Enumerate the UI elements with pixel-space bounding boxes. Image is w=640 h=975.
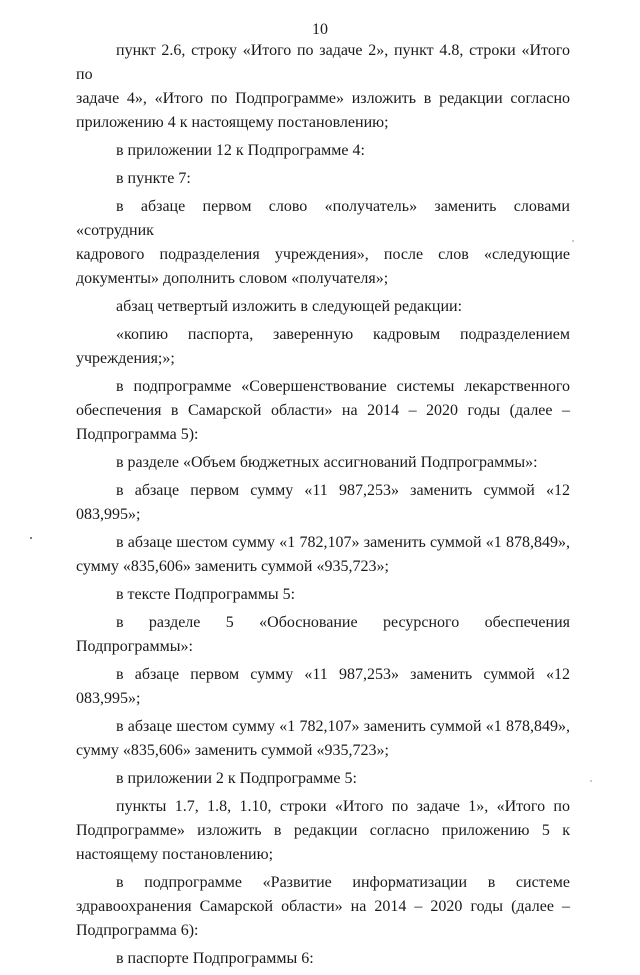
text-line: в пункте 7: <box>116 170 191 187</box>
text-line: кадрового подразделения учреждения», после слов «следующие <box>76 246 570 263</box>
paragraph-p11 <box>76 583 570 607</box>
document-body <box>76 39 570 975</box>
text-line: в подпрограмме «Совершенствование системы лекарственного <box>116 378 570 395</box>
text-line: в подпрограмме «Развитие информатизации в системе <box>116 874 570 891</box>
paragraph-p5 <box>76 295 570 319</box>
paragraph-p13 <box>76 663 570 711</box>
text-line: здравоохранения Самарской области» на 2014 – 2020 годы (далее – <box>76 898 570 915</box>
text-line: сумму «835,606» заменить суммой «935,723»; <box>76 742 389 759</box>
text-line: в абзаце шестом сумму «1 782,107» заменить суммой «1 878,849», <box>116 718 570 735</box>
text-line: в разделе «Объем бюджетных ассигнований Подпрограммы»: <box>116 454 538 471</box>
text-line: в приложении 2 к Подпрограмме 5: <box>116 770 357 787</box>
paragraph-p1 <box>76 39 570 135</box>
text-line: обеспечения в Самарской области» на 2014 – 2020 годы (далее – <box>76 402 570 419</box>
scan-speck <box>590 780 592 782</box>
text-line: в паспорте Подпрограммы 6: <box>116 950 314 967</box>
paragraph-p2 <box>76 139 570 163</box>
paragraph-p12 <box>76 611 570 659</box>
paragraph-p15 <box>76 767 570 791</box>
text-line: приложению 4 к настоящему постановлению; <box>76 114 389 131</box>
text-line: настоящему постановлению; <box>76 846 274 863</box>
scan-speck <box>30 537 32 539</box>
text-line: в разделе 5 «Обоснование ресурсного обеспечения Подпрограммы»: <box>76 614 570 655</box>
text-line: «копию паспорта, заверенную кадровым подразделением <box>116 326 570 343</box>
paragraph-p3 <box>76 167 570 191</box>
text-line: в абзаце первом сумму «11 987,253» заменить суммой «12 083,995»; <box>76 666 570 707</box>
paragraph-p16 <box>76 795 570 867</box>
text-line: сумму «835,606» заменить суммой «935,723»; <box>76 558 389 575</box>
text-line: Подпрограмме» изложить в редакции согласно приложению 5 к <box>76 822 570 839</box>
text-line: пункт 2.6, строку «Итого по задаче 2», пункт 4.8, строки «Итого по <box>76 42 570 83</box>
text-line: пункты 1.7, 1.8, 1.10, строки «Итого по задаче 1», «Итого по <box>116 798 570 815</box>
text-line: задаче 4», «Итого по Подпрограмме» изложить в редакции согласно <box>76 90 570 107</box>
text-line: документы» дополнить словом «получателя»; <box>76 270 389 287</box>
paragraph-p10 <box>76 531 570 579</box>
paragraph-p9 <box>76 479 570 527</box>
text-line: абзац четвертый изложить в следующей редакции: <box>116 298 463 315</box>
text-line: Подпрограмма 6): <box>76 922 199 939</box>
paragraph-p18 <box>76 947 570 971</box>
text-line: в тексте Подпрограммы 5: <box>116 586 296 603</box>
paragraph-p17 <box>76 871 570 943</box>
text-line: в абзаце первом сумму «11 987,253» заменить суммой «12 083,995»; <box>76 482 570 523</box>
text-line: учреждения;»; <box>76 350 175 367</box>
text-line: в абзаце первом слово «получатель» заменить словами «сотрудник <box>76 198 570 239</box>
paragraph-p4 <box>76 195 570 291</box>
text-line: в приложении 12 к Подпрограмме 4: <box>116 142 365 159</box>
paragraph-p8 <box>76 451 570 475</box>
paragraph-p7 <box>76 375 570 447</box>
text-line: Подпрограмма 5): <box>76 426 199 443</box>
page-number: 10 <box>312 21 328 38</box>
paragraph-p6 <box>76 323 570 371</box>
text-line: в абзаце шестом сумму «1 782,107» заменить суммой «1 878,849», <box>116 534 570 551</box>
scan-speck <box>572 240 574 242</box>
paragraph-p14 <box>76 715 570 763</box>
